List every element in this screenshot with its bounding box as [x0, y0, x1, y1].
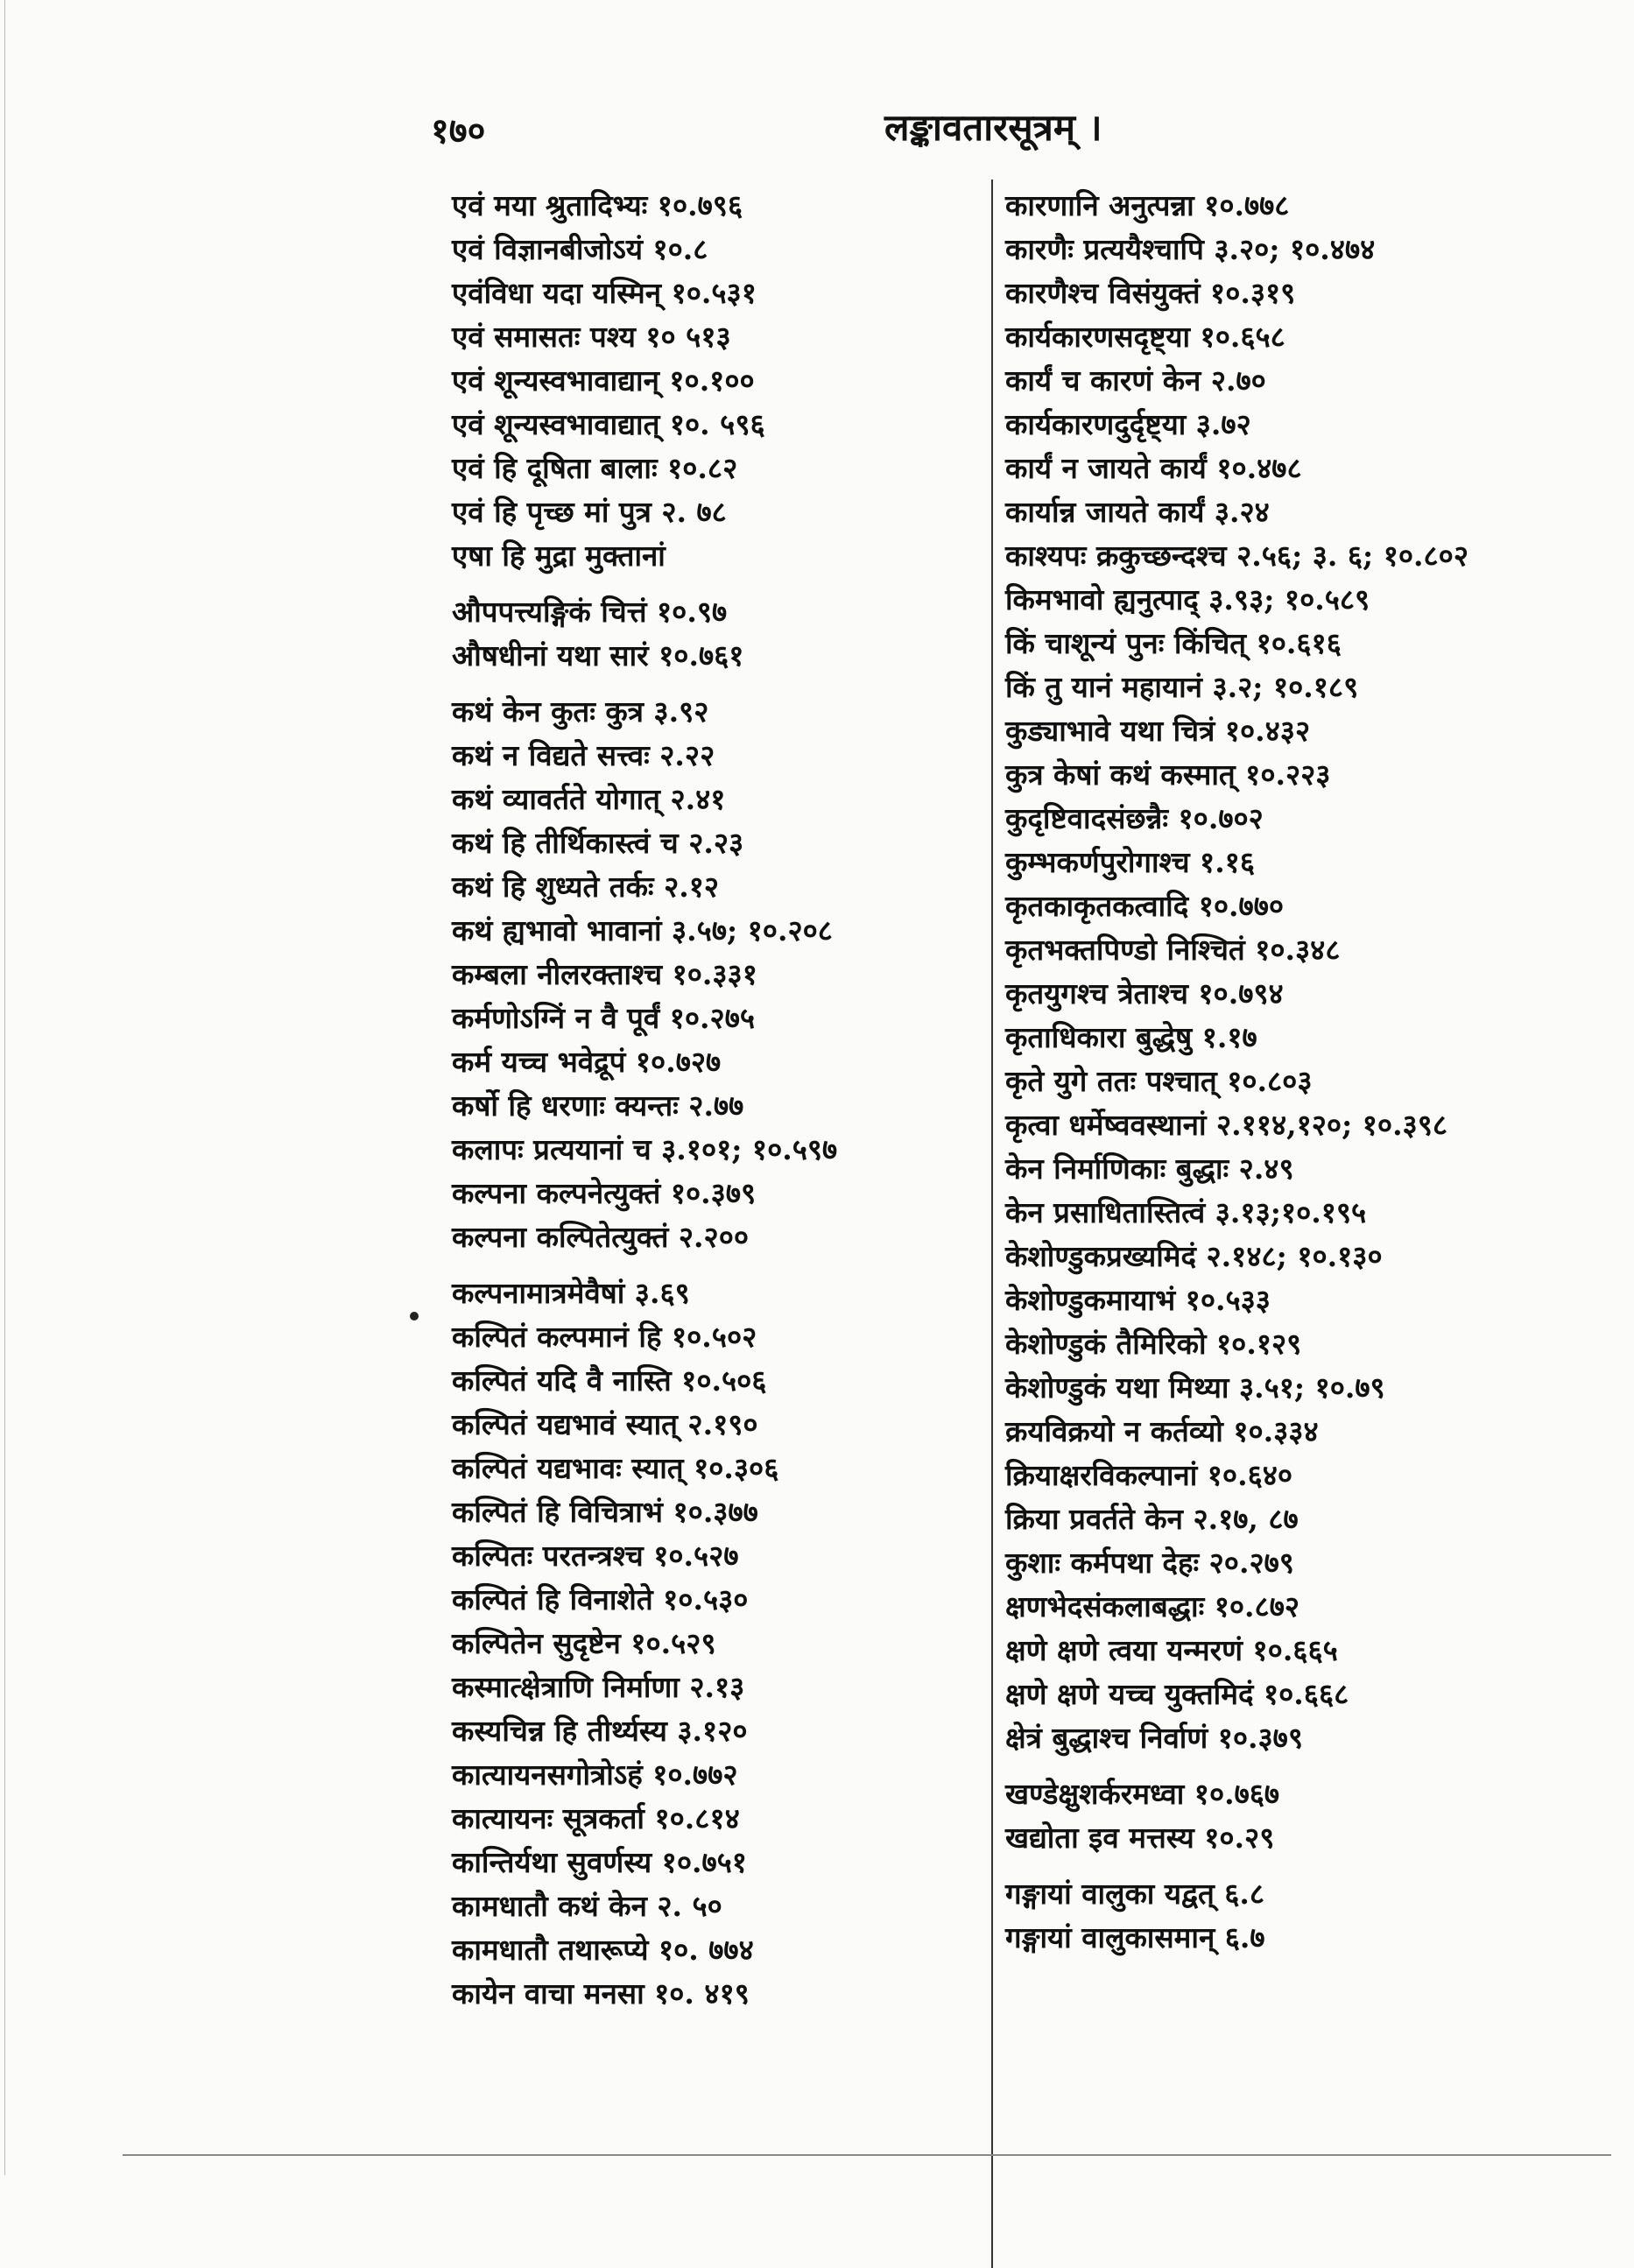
- index-entry: कथं व्यावर्तते योगात् २.४१: [452, 782, 726, 816]
- index-entry: कुत्र केषां कथं कस्मात् १०.२२३: [1005, 757, 1331, 792]
- index-entry: कृतकाकृतकत्वादि १०.७७०: [1005, 889, 1285, 923]
- index-entry: कुम्भकर्णपुरोगाश्च १.१६: [1005, 845, 1255, 879]
- index-entry: एवंविधा यदा यस्मिन् १०.५३१: [452, 276, 757, 310]
- index-entry: कामधातौ तथारूप्ये १०. ७७४: [452, 1933, 754, 1967]
- index-entry: कारणैश्च विसंयुक्तं १०.३१९: [1005, 276, 1296, 310]
- index-entry: कम्बला नीलरक्ताश्च १०.३३१: [452, 957, 757, 991]
- index-entry: केन प्रसाधितास्तित्वं ३.१३;१०.१९५: [1005, 1195, 1367, 1229]
- index-entry: क्षणे क्षणे यच्च युक्तमिदं १०.६६८: [1005, 1677, 1349, 1711]
- index-entry: कार्यकारणसदृष्ट्या १०.६५८: [1005, 320, 1285, 354]
- index-entry: कलापः प्रत्ययानां च ३.१०१; १०.५९७: [452, 1132, 838, 1166]
- index-entry: काश्यपः क्रकुच्छन्दश्च २.५६; ३. ६; १०.८०२: [1005, 539, 1469, 573]
- index-entry: कस्मात्क्षेत्राणि निर्माणा २.१३: [452, 1670, 745, 1704]
- index-entry: कायेन वाचा मनसा १०. ४१९: [452, 1976, 750, 2011]
- running-title: लङ्कावतारसूत्रम् ।: [884, 106, 1102, 149]
- index-entry: केशोण्डुकप्रख्यमिदं २.१४८; १०.१३०: [1005, 1239, 1383, 1273]
- index-entry: खद्योता इव मत्तस्य १०.२९: [1005, 1821, 1275, 1855]
- index-entry: एषा हि मुद्रा मुक्तानां: [452, 539, 666, 573]
- index-entry: खण्डेक्षुशर्करमध्वा १०.७६७: [1005, 1777, 1280, 1811]
- index-entry: कृतयुगश्च त्रेताश्च १०.७९४: [1005, 976, 1284, 1011]
- index-entry: कल्पना कल्पनेत्युक्तं १०.३७९: [452, 1176, 757, 1210]
- index-entry: किमभावो ह्यनुत्पाद् ३.९३; १०.५८९: [1005, 582, 1370, 616]
- index-entry: केशोण्डुकं यथा मिथ्या ३.५१; १०.७९: [1005, 1370, 1385, 1405]
- index-entry: कामधातौ कथं केन २. ५०: [452, 1889, 722, 1923]
- index-entry: कल्पितः परतन्त्रश्च १०.५२७: [452, 1539, 739, 1573]
- index-entry: कर्म यच्च भवेद्रूपं १०.७२७: [452, 1045, 722, 1079]
- index-entry: कथं ह्यभावो भावानां ३.५७; १०.२०८: [452, 913, 833, 947]
- index-entry: केन निर्माणिकाः बुद्धाः २.४९: [1005, 1152, 1294, 1186]
- index-entry: कुशाः कर्मपथा देहः २०.२७९: [1005, 1546, 1294, 1580]
- index-entry: कृताधिकारा बुद्धेषु १.१७: [1005, 1020, 1257, 1054]
- index-entry: एवं शून्यस्वभावाद्यान् १०.१००: [452, 363, 755, 398]
- index-entry: कुदृष्टिवादसंछन्नैः १०.७०२: [1005, 801, 1264, 835]
- index-entry: औपपत्त्यङ्गिकं चित्तं १०.९७: [452, 595, 728, 629]
- index-entry: कारणैः प्रत्ययैश्चापि ३.२०; १०.४७४: [1005, 232, 1376, 266]
- index-entry: कार्यान्न जायते कार्यं ३.२४: [1005, 495, 1270, 529]
- index-entry: एवं समासतः पश्य १० ५१३: [452, 320, 731, 354]
- index-entry: क्रयविक्रयो न कर्तव्यो १०.३३४: [1005, 1414, 1319, 1448]
- index-entry: केशोण्डुकमायाभं १०.५३३: [1005, 1283, 1271, 1317]
- index-entry: केशोण्डुकं तैमिरिको १०.१२९: [1005, 1327, 1302, 1361]
- index-entry: कृते युगे ततः पश्चात् १०.८०३: [1005, 1064, 1313, 1098]
- index-entry: कल्पितं यदि वै नास्ति १०.५०६: [452, 1363, 767, 1398]
- index-entry: कल्पितं यद्यभावः स्यात् १०.३०६: [452, 1451, 779, 1485]
- index-entry: एवं हि दूषिता बालाः १०.८२: [452, 451, 738, 485]
- index-entry: कथं केन कुतः कुत्र ३.९२: [452, 694, 709, 729]
- index-entry: कथं हि शुध्यते तर्कः २.१२: [452, 870, 720, 904]
- index-entry: कृतभक्तपिण्डो निश्चितं १०.३४८: [1005, 933, 1341, 967]
- index-entry: कल्पितं यद्यभावं स्यात् २.१९०: [452, 1407, 758, 1441]
- index-entry: औषधीनां यथा सारं १०.७६१: [452, 638, 744, 673]
- index-entry: क्षेत्रं बुद्धाश्च निर्वाणं १०.३७९: [1005, 1721, 1303, 1755]
- left-index-column: [452, 184, 977, 2016]
- bottom-scan-line: [123, 2154, 1611, 2156]
- index-entry: कथं हि तीर्थिकास्त्वं च २.२३: [452, 826, 744, 860]
- margin-bullet-mark: [410, 1312, 419, 1321]
- index-entry: कात्यायनसगोत्रोऽहं १०.७७२: [452, 1757, 738, 1792]
- index-entry: क्षणे क्षणे त्वया यन्मरणं १०.६६५: [1005, 1633, 1338, 1667]
- index-entry: एवं विज्ञानबीजोऽयं १०.८: [452, 232, 708, 266]
- index-entry: कल्पितेन सुदृष्टेन १०.५२९: [452, 1626, 716, 1660]
- index-entry: कल्पना कल्पितेत्युक्तं २.२००: [452, 1220, 750, 1254]
- index-entry: क्षणभेदसंकलाबद्धाः १०.८७२: [1005, 1589, 1300, 1624]
- index-entry: गङ्गायां वालुका यद्वत् ६.८: [1005, 1877, 1265, 1911]
- index-entry: कर्षो हि धरणाः क्यन्तः २.७७: [452, 1088, 744, 1123]
- index-entry: कार्यं च कारणं केन २.७०: [1005, 363, 1266, 398]
- index-entry: क्रिया प्रवर्तते केन २.१७, ८७: [1005, 1502, 1299, 1536]
- index-entry: कुड्याभावे यथा चित्रं १०.४३२: [1005, 714, 1311, 748]
- index-entry: कारणानि अनुत्पन्ना १०.७७८: [1005, 188, 1290, 222]
- index-entry: एवं शून्यस्वभावाद्यात् १०. ५९६: [452, 407, 765, 441]
- index-entry: कल्पितं कल्पमानं हि १०.५०२: [452, 1320, 757, 1354]
- scan-edge-line: [4, 0, 5, 2175]
- index-entry: एवं हि पृच्छ मां पुत्र २. ७८: [452, 495, 727, 529]
- index-entry: कस्यचिन्न हि तीर्थ्यस्य ३.१२०: [452, 1714, 748, 1748]
- column-divider: [991, 180, 993, 2268]
- index-entry: कान्तिर्यथा सुवर्णस्य १०.७५१: [452, 1845, 747, 1879]
- index-entry: कृत्वा धर्मेष्ववस्थानां २.११४,१२०; १०.३९८: [1005, 1108, 1448, 1142]
- right-index-column: [1005, 184, 1609, 1960]
- index-entry: क्रियाक्षरविकल्पानां १०.६४०: [1005, 1458, 1293, 1492]
- index-entry: कार्यकारणदुर्दृष्ट्या ३.७२: [1005, 407, 1251, 441]
- index-entry: गङ्गायां वालुकासमान् ६.७: [1005, 1920, 1265, 1955]
- index-entry: कथं न विद्यते सत्त्वः २.२२: [452, 738, 715, 772]
- index-entry: किं चाशून्यं पुनः किंचित् १०.६१६: [1005, 626, 1342, 660]
- index-entry: कात्यायनः सूत्रकर्ता १०.८१४: [452, 1801, 740, 1835]
- page-number: १७०: [431, 110, 486, 151]
- index-entry: कल्पनामात्रमेवैषां ३.६९: [452, 1276, 690, 1310]
- index-entry: कल्पितं हि विनाशेते १०.५३०: [452, 1582, 749, 1616]
- index-entry: एवं मया श्रुतादिभ्यः १०.७९६: [452, 188, 743, 222]
- index-entry: कर्मणोऽग्निं न वै पूर्वं १०.२७५: [452, 1001, 756, 1035]
- index-entry: कार्यं न जायते कार्यं १०.४७८: [1005, 451, 1302, 485]
- index-entry: कल्पितं हि विचित्राभं १०.३७७: [452, 1495, 758, 1529]
- index-entry: किं तु यानं महायानं ३.२; १०.१८९: [1005, 670, 1359, 704]
